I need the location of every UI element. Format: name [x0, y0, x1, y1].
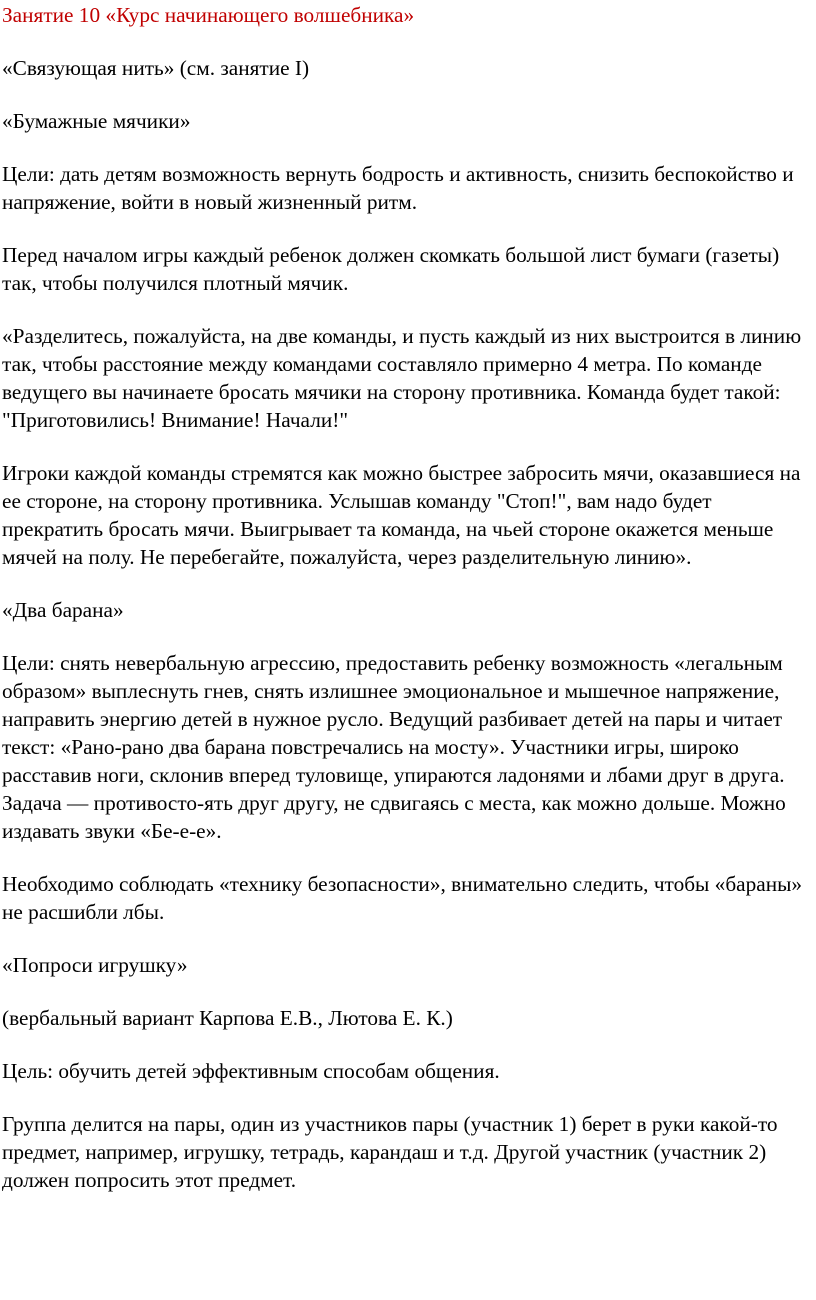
game-reference-connecting-thread: «Связующая нить» (см. занятие I)	[2, 56, 310, 80]
ask-for-toy-authors: (вербальный вариант Карпова Е.В., Лютова Е. К.)	[2, 1006, 453, 1030]
two-rams-goals-and-rules: Цели: снять невербальную агрессию, предоставить ребенку возможность «легальным образом» выплеснуть гнев, снять излишнее эмоциональное и мышечное напряжение, направить энергию детей в нужное русло. Ведущий разбивает детей на пары и читает текст: «Рано-рано два барана повстречались на мосту». Участники игры, широко расставив ноги, склонив вперед туловище, упираются ладонями и лбами друг в друга. Задача — противосто-ять друг другу, не сдвигаясь с места, как можно дольше. Можно издавать звуки «Бе-е-е».	[2, 651, 786, 843]
ask-for-toy-goal: Цель: обучить детей эффективным способам общения.	[2, 1059, 500, 1083]
lesson-title: Занятие 10 «Курс начинающего волшебника»	[2, 3, 415, 27]
paper-balls-goals: Цели: дать детям возможность вернуть бодрость и активность, снизить беспокойство и напряжение, войти в новый жизненный ритм.	[2, 162, 794, 214]
paper-balls-instructions: «Разделитесь, пожалуйста, на две команды, и пусть каждый из них выстроится в линию так, чтобы расстояние между командами составляло примерно 4 метра. По команде ведущего вы начинаете бросать мячики на сторону противника. Команда будет такой: "Приготовились! Внимание! Начали!"	[2, 324, 802, 432]
paper-balls-preparation: Перед началом игры каждый ребенок должен скомкать большой лист бумаги (газеты) так, чтобы получился плотный мячик.	[2, 243, 780, 295]
game-heading-ask-for-toy: «Попроси игрушку»	[2, 953, 188, 977]
paper-balls-rules: Игроки каждой команды стремятся как можно быстрее забросить мячи, оказавшиеся на ее стороне, на сторону противника. Услышав команду "Стоп!", вам надо будет прекратить бросать мячи. Выигрывает та команда, на чьей стороне окажется меньше мячей на полу. Не перебегайте, пожалуйста, через разделительную линию».	[2, 461, 801, 569]
ask-for-toy-rules: Группа делится на пары, один из участников пары (участник 1) берет в руки какой-то предмет, например, игрушку, тетрадь, карандаш и т.д. Другой участник (участник 2) должен попросить этот предмет.	[2, 1112, 778, 1192]
two-rams-safety-note: Необходимо соблюдать «технику безопасности», внимательно следить, чтобы «бараны» не расшибли лбы.	[2, 872, 803, 924]
document-page	[0, 1, 816, 1300]
game-heading-paper-balls: «Бумажные мячики»	[2, 109, 191, 133]
game-heading-two-rams: «Два барана»	[2, 598, 124, 622]
